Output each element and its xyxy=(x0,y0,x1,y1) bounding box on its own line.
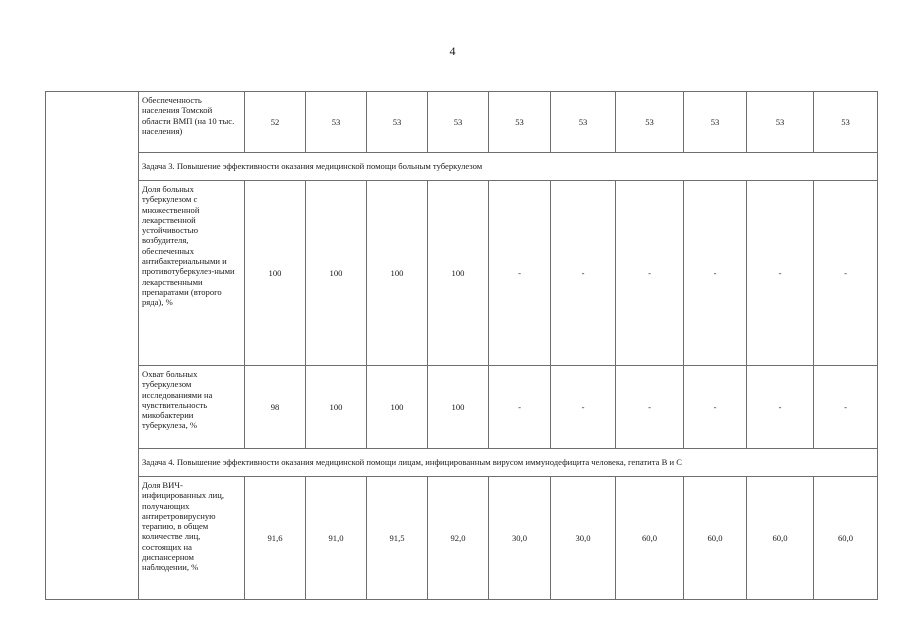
indicator-value: 53 xyxy=(489,92,551,153)
indicator-value: 53 xyxy=(616,92,684,153)
indicator-value: - xyxy=(747,181,814,366)
indicator-name: Доля ВИЧ-инфицированных лиц, получающих антиретровирусную терапию, в общем количестве лиц, состоящих на диспансерном наблюдении, % xyxy=(139,477,245,600)
indicator-value: 53 xyxy=(428,92,489,153)
indicator-value: - xyxy=(747,366,814,449)
page-number: 4 xyxy=(449,44,456,58)
table-row xyxy=(46,366,878,449)
indicator-value: - xyxy=(489,181,551,366)
indicator-value: 100 xyxy=(306,181,367,366)
indicator-value: 30,0 xyxy=(551,477,616,600)
indicator-value: 91,0 xyxy=(306,477,367,600)
indicator-value: 92,0 xyxy=(428,477,489,600)
indicator-value: 100 xyxy=(367,366,428,449)
indicator-value: 98 xyxy=(245,366,306,449)
task-heading: Задача 3. Повышение эффективности оказания медицинской помощи больным туберкулезом xyxy=(139,153,878,181)
indicator-value: 100 xyxy=(306,366,367,449)
indicator-value: 100 xyxy=(428,366,489,449)
indicator-value: - xyxy=(616,366,684,449)
indicator-value: - xyxy=(684,366,747,449)
task-row xyxy=(46,449,878,477)
indicator-value: - xyxy=(684,181,747,366)
indicator-value: 53 xyxy=(306,92,367,153)
indicator-value: 60,0 xyxy=(684,477,747,600)
indicator-value: 30,0 xyxy=(489,477,551,600)
indicator-value: - xyxy=(814,181,878,366)
indicator-name: Охват больных туберкулезом исследованиями на чувствительность микобактерии туберкулеза, % xyxy=(139,366,245,449)
indicator-value: 53 xyxy=(747,92,814,153)
empty-first-column-cell xyxy=(46,92,139,600)
indicator-value: - xyxy=(551,181,616,366)
indicator-value: - xyxy=(551,366,616,449)
indicators-table xyxy=(45,91,878,600)
task-row xyxy=(46,153,878,181)
table-row xyxy=(46,477,878,600)
indicator-value: 53 xyxy=(367,92,428,153)
indicator-value: 53 xyxy=(684,92,747,153)
indicator-value: - xyxy=(814,366,878,449)
indicator-value: 52 xyxy=(245,92,306,153)
indicator-value: 60,0 xyxy=(814,477,878,600)
indicator-value: 100 xyxy=(428,181,489,366)
indicator-value: - xyxy=(489,366,551,449)
indicator-value: 91,6 xyxy=(245,477,306,600)
indicator-value: 60,0 xyxy=(616,477,684,600)
indicator-value: 100 xyxy=(367,181,428,366)
indicator-value: 53 xyxy=(551,92,616,153)
indicator-name: Доля больных туберкулезом с множественной лекарственной устойчивостью возбудителя, обеспеченных антибактериальными и противотуберкулез-ными лекарственными препаратами (второго ряда), % xyxy=(139,181,245,366)
indicator-value: 91,5 xyxy=(367,477,428,600)
table-row xyxy=(46,181,878,366)
indicator-value: - xyxy=(616,181,684,366)
task-heading: Задача 4. Повышение эффективности оказания медицинской помощи лицам, инфицированным вирусом иммунодефицита человека, гепатита B и C xyxy=(139,449,878,477)
indicator-value: 53 xyxy=(814,92,878,153)
indicator-name: Обеспеченность населения Томской области ВМП (на 10 тыс. населения) xyxy=(139,92,245,153)
table-row xyxy=(46,92,878,153)
indicator-value: 60,0 xyxy=(747,477,814,600)
indicator-value: 100 xyxy=(245,181,306,366)
